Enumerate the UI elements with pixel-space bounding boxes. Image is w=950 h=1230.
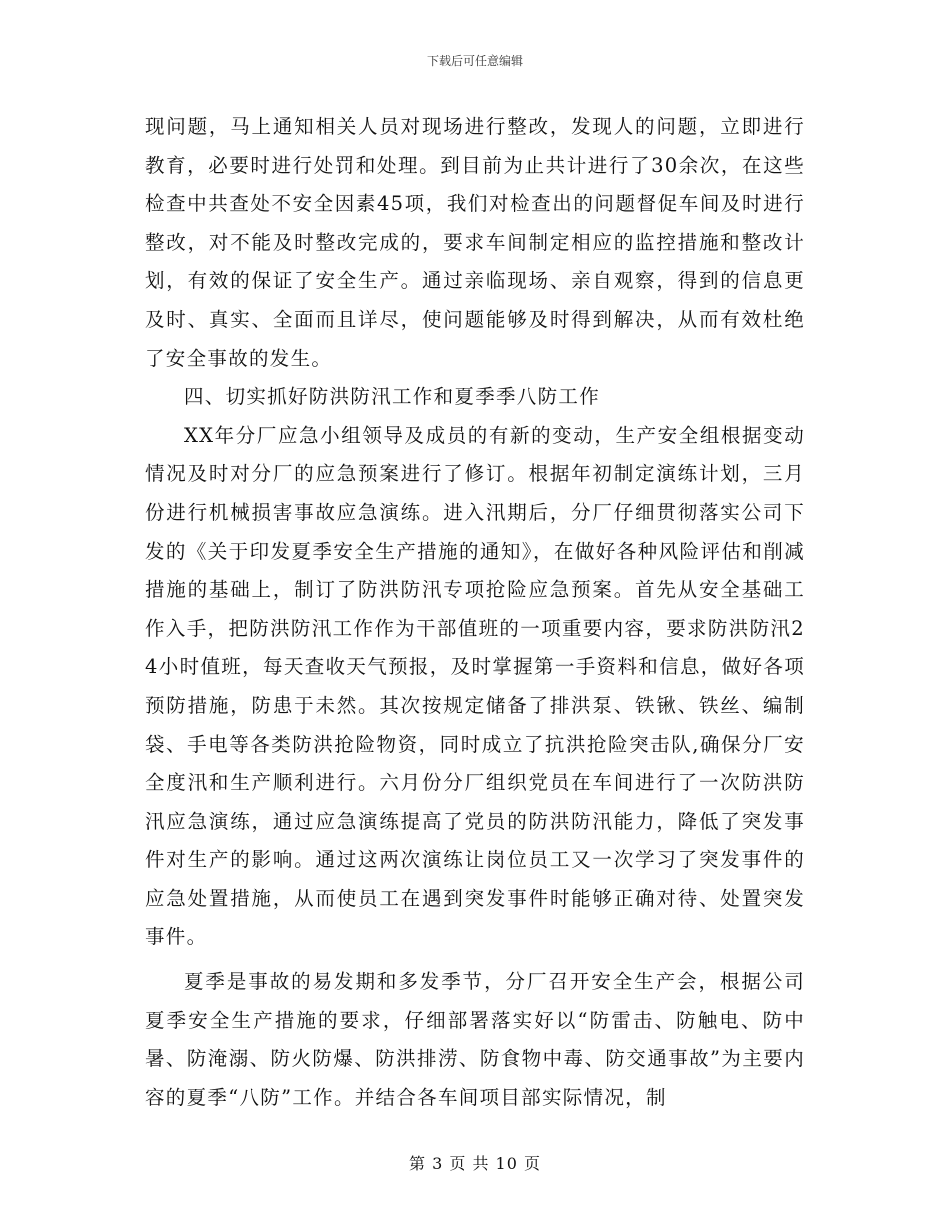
paragraph-summer-safety: 夏季是事故的易发期和多发季节，分厂召开安全生产会，根据公司夏季安全生产措施的要求，仔细部署落实好以“防雷击、防触电、防中暑、防淹溺、防火防爆、防洪排涝、防食物中毒、防交通事故”为主要内容的夏季“八防”工作。并结合各车间项目部实际情况，制	[145, 970, 805, 1109]
paragraph-flood-control: XX年分厂应急小组领导及成员的有新的变动，生产安全组根据变动情况及时对分厂的应急预案进行了修订。根据年初制定演练计划，三月份进行机械损害事故应急演练。进入汛期后，分厂仔细贯彻落实公司下发的《关于印发夏季安全生产措施的通知》，在做好各种风险评估和削减措施的基础上，制订了防洪防汛专项抢险应急预案。首先从安全基础工作入手，把防洪防汛工作作为干部值班的一项重要内容，要求防洪防汛24小时值班，每天查收天气预报，及时掌握第一手资料和信息，做好各项预防措施，防患于未然。其次按规定储备了排洪泵、铁锹、铁丝、编制袋、手电等各类防洪抢险物资，同时成立了抗洪抢险突击队,确保分厂安全度汛和生产顺利进行。六月份分厂组织党员在车间进行了一次防洪防汛应急演练，通过应急演练提高了党员的防洪防汛能力，降低了突发事件对生产的影响。通过这两次演练让岗位员工又一次学习了突发事件的应急处置措施，从而使员工在遇到突发事件时能够正确对待、处置突发事件。	[145, 423, 805, 949]
paragraph-continuation: 现问题，马上通知相关人员对现场进行整改，发现人的问题，立即进行教育，必要时进行处罚和处理。到目前为止共计进行了30余次，在这些检查中共查处不安全因素45项，我们对检查出的问题督促车间及时进行整改，对不能及时整改完成的，要求车间制定相应的监控措施和整改计划，有效的保证了安全生产。通过亲临现场、亲自观察，得到的信息更及时、真实、全面而且详尽，使问题能够及时得到解决，从而有效杜绝了安全事故的发生。	[145, 115, 805, 370]
page-header: 下载后可任意编辑	[426, 54, 523, 68]
section-heading: 四、切实抓好防洪防汛工作和夏季季八防工作	[184, 385, 601, 409]
document-body	[145, 108, 805, 1117]
page-footer: 第 3 页 共 10 页	[409, 1154, 541, 1173]
